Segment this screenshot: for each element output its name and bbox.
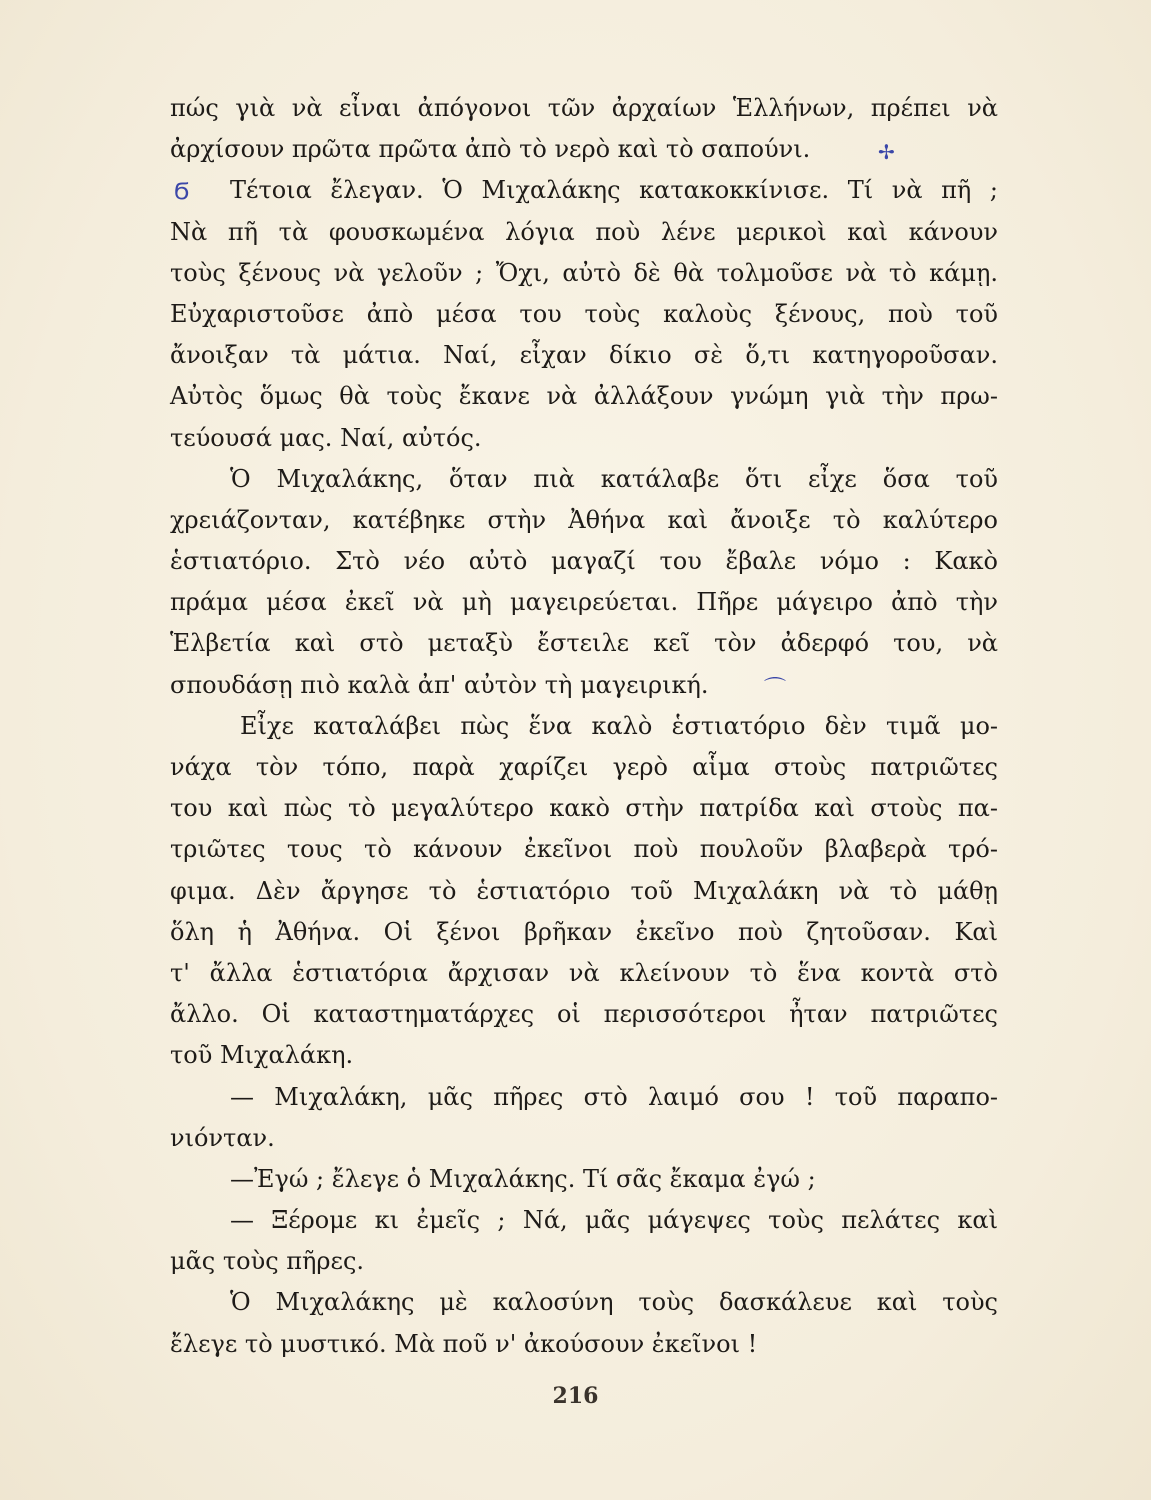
text-line: — Μιχαλάκη, μᾶς πῆρες στὸ λαιμό σου ! τοῦ παραπο- xyxy=(230,1082,998,1111)
text-line: πράμα μέσα ἐκεῖ νὰ μὴ μαγειρεύεται. Πῆρε μάγειρο ἀπὸ τὴν xyxy=(170,588,998,617)
text-line: Νὰ πῆ τὰ φουσκωμένα λόγια ποὺ λένε μερικοὶ καὶ κάνουν xyxy=(170,217,998,246)
text-line: μᾶς τοὺς πῆρες. xyxy=(170,1247,365,1276)
text-line: τοὺς ξένους νὰ γελοῦν ; Ὄχι, αὐτὸ δὲ θὰ τολμοῦσε νὰ τὸ κάμῃ. xyxy=(170,258,998,287)
text-line: νάχα τὸν τόπο, παρὰ χαρίζει γερὸ αἷμα στοὺς πατριῶτες xyxy=(170,753,998,781)
handwritten-mark-icon: ⌒ xyxy=(764,677,787,702)
text-line: Ἑλβετία καὶ στὸ μεταξὺ ἔστειλε κεῖ τὸν ἀδερφό του, νὰ xyxy=(170,629,998,658)
text-line: Ὁ Μιχαλάκης, ὅταν πιὰ κατάλαβε ὅτι εἶχε ὅσα τοῦ xyxy=(230,464,998,493)
text-line: ἑστιατόριο. Στὸ νέο αὐτὸ μαγαζί του ἔβαλε νόμο : Κακὸ xyxy=(170,547,998,576)
text-line: Αὐτὸς ὅμως θὰ τοὺς ἔκανε νὰ ἀλλάξουν γνώμη γιὰ τὴν πρω- xyxy=(170,382,998,411)
text-line: τεύουσά μας. Ναί, αὐτός. xyxy=(170,423,482,452)
text-line: ἄλλο. Οἱ καταστηματάρχες οἱ περισσότεροι ἦταν πατριῶτες xyxy=(170,1000,998,1029)
handwritten-mark-icon: Ϭ xyxy=(174,180,190,205)
text-line: ἄνοιξαν τὰ μάτια. Ναί, εἶχαν δίκιο σὲ ὅ,τι κατηγοροῦσαν. xyxy=(170,341,998,370)
text-line: ὅλη ἡ Ἀθήνα. Οἱ ξένοι βρῆκαν ἐκεῖνο ποὺ ζητοῦσαν. Καὶ xyxy=(170,917,998,946)
text-line: Εὐχαριστοῦσε ἀπὸ μέσα του τοὺς καλοὺς ξένους, ποὺ τοῦ xyxy=(170,299,998,328)
text-line: χρειάζονταν, κατέβηκε στὴν Ἀθήνα καὶ ἄνοιξε τὸ καλύτερο xyxy=(170,505,998,534)
text-line: τριῶτες τους τὸ κάνουν ἐκεῖνοι ποὺ πουλοῦν βλαβερὰ τρό- xyxy=(170,835,998,864)
handwritten-mark-icon: ✢ xyxy=(878,140,895,164)
text-line: τοῦ Μιχαλάκη. xyxy=(170,1041,354,1070)
page-number: 216 xyxy=(552,1383,599,1409)
text-line: Τέτοια ἔλεγαν. Ὁ Μιχαλάκης κατακοκκίνισε. Τί νὰ πῆ ; xyxy=(230,176,998,205)
text-line: πώς γιὰ νὰ εἶναι ἀπόγονοι τῶν ἀρχαίων Ἑλλήνων, πρέπει νὰ xyxy=(170,94,998,122)
text-line: — Ξέρομε κι ἐμεῖς ; Νά, μᾶς μάγεψες τοὺς πελάτες καὶ xyxy=(230,1206,998,1235)
text-line: τ' ἄλλα ἑστιατόρια ἄρχισαν νὰ κλείνουν τὸ ἕνα κοντὰ στὸ xyxy=(170,958,998,987)
text-line: ἀρχίσουν πρῶτα πρῶτα ἀπὸ τὸ νερὸ καὶ τὸ σαπούνι. xyxy=(170,135,811,164)
text-line: Ὁ Μιχαλάκης μὲ καλοσύνη τοὺς δασκάλευε καὶ τοὺς xyxy=(230,1288,998,1317)
text-line: ἔλεγε τὸ μυστικό. Μὰ ποῦ ν' ἀκούσουν ἐκεῖνοι ! xyxy=(170,1329,758,1358)
body-text xyxy=(170,88,998,1365)
text-line: νιόνταν. xyxy=(170,1123,275,1152)
text-line: του καὶ πὼς τὸ μεγαλύτερο κακὸ στὴν πατρίδα καὶ στοὺς πα- xyxy=(170,794,998,823)
text-line: φιμα. Δὲν ἄργησε τὸ ἑστιατόριο τοῦ Μιχαλάκη νὰ τὸ μάθῃ xyxy=(170,876,998,905)
text-line: σπουδάσῃ πιὸ καλὰ ἀπ' αὐτὸν τὴ μαγειρική. xyxy=(170,670,709,699)
text-line: —Ἐγώ ; ἔλεγε ὁ Μιχαλάκης. Τί σᾶς ἔκαμα ἐγώ ; xyxy=(230,1164,816,1193)
text-line: Εἶχε καταλάβει πὼς ἕνα καλὸ ἑστιατόριο δὲν τιμᾶ μο- xyxy=(240,711,998,740)
